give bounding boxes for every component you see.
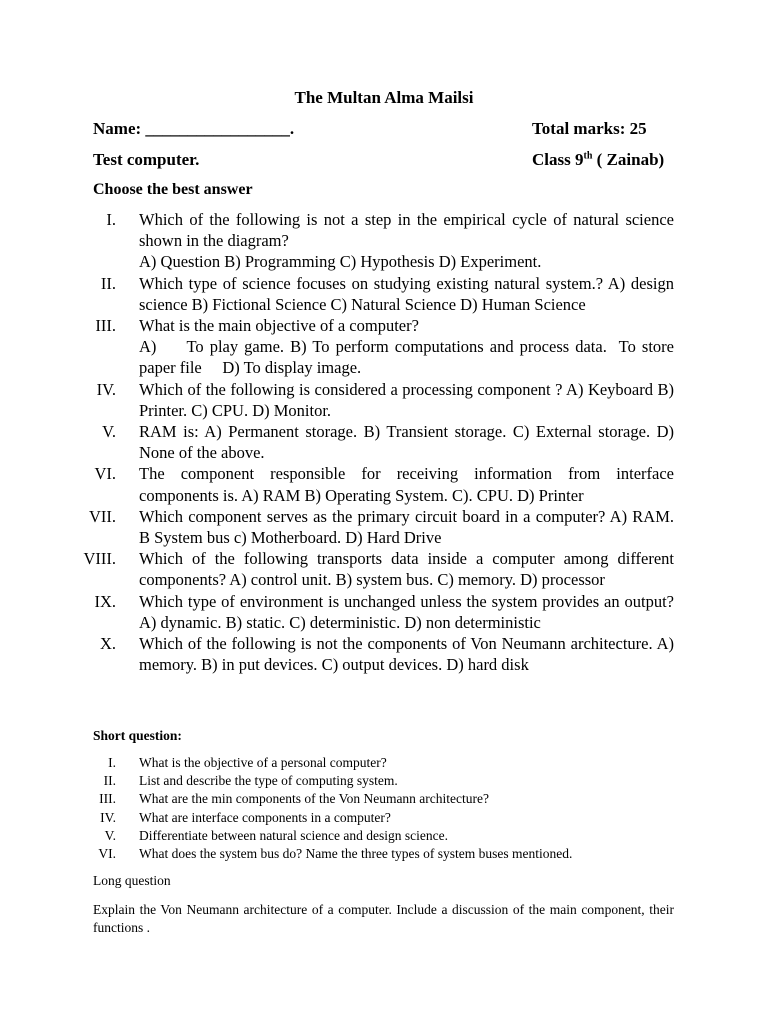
short-question-number: I.	[108, 755, 116, 770]
mcq-item	[70, 315, 679, 379]
short-question-text: What are interface components in a computer?	[139, 809, 391, 825]
short-question-number: VI.	[98, 846, 116, 862]
class-suffix: ( Zainab)	[592, 150, 665, 169]
short-question-number: II.	[103, 773, 116, 789]
test-label: Test computer.	[93, 150, 200, 169]
short-question-item	[70, 772, 674, 790]
mcq-list	[70, 209, 679, 675]
mcq-item	[70, 506, 674, 548]
mcq-number: VIII.	[83, 549, 116, 569]
mcq-question: Which of the following is not a step in the empirical cycle of natural science shown in the diagram?	[139, 210, 674, 251]
mcq-item	[70, 463, 674, 505]
class-sup: th	[583, 150, 593, 162]
short-question-text: List and describe the type of computing system.	[139, 773, 398, 789]
mcq-number: IV.	[96, 379, 116, 399]
short-question-heading: Short question:	[93, 728, 182, 743]
short-question-text: What does the system bus do? Name the three types of system buses mentioned.	[139, 846, 573, 862]
short-question-number: IV.	[100, 809, 116, 825]
short-question-text: What are the min components of the Von Neumann architecture?	[139, 791, 490, 807]
mcq-question: Which type of environment is unchanged unless the system provides an output? A) dynamic. B) static. C) deterministic. D) non deterministic	[139, 591, 674, 632]
class-label	[532, 150, 664, 170]
mcq-item	[70, 548, 674, 590]
short-question-number: V.	[104, 827, 116, 843]
page-title: The Multan Alma Mailsi	[294, 88, 474, 107]
mcq-item	[70, 421, 674, 463]
long-question-text: Explain the Von Neumann architecture of a computer. Include a discussion of the main component, their functions .	[93, 902, 674, 935]
mcq-question: Which of the following is considered a processing component ? A) Keyboard B) Printer. C) CPU. D) Monitor.	[139, 379, 674, 420]
mcq-item	[70, 379, 674, 421]
name-field-label: Name: _________________.	[93, 119, 295, 138]
short-question-item	[70, 809, 674, 827]
short-question-item	[70, 827, 674, 845]
mcq-question: The component responsible for receiving information from interface components is. A) RAM B) Operating System. C). CPU. D) Printer	[139, 464, 674, 505]
mcq-item	[70, 273, 674, 315]
mcq-item	[70, 591, 674, 633]
mcq-number: VI.	[94, 464, 116, 484]
short-question-item	[70, 790, 674, 808]
short-question-list	[70, 754, 674, 863]
mcq-number: VII.	[88, 506, 116, 526]
mcq-question: Which component serves as the primary circuit board in a computer? A) RAM. B System bus c) Motherboard. D) Hard Drive	[139, 506, 674, 548]
mcq-number: X.	[99, 634, 116, 654]
class-prefix: Class 9	[532, 150, 584, 169]
mcq-heading: Choose the best answer	[93, 181, 253, 198]
mcq-number: II.	[100, 273, 116, 293]
mcq-item	[70, 209, 674, 273]
mcq-number: I.	[106, 210, 116, 229]
short-question-text: Differentiate between natural science and design science.	[139, 827, 448, 843]
short-question-number: III.	[99, 791, 116, 807]
short-question-item	[70, 754, 674, 772]
long-question-heading: Long question	[93, 873, 171, 888]
mcq-question: RAM is: A) Permanent storage. B) Transient storage. C) External storage. D) None of the above.	[139, 422, 674, 463]
total-marks: Total marks: 25	[532, 119, 647, 138]
short-question-item	[70, 845, 674, 863]
mcq-options: A) Question B) Programming C) Hypothesis D) Experiment.	[139, 252, 542, 272]
short-question-text: What is the objective of a personal computer?	[139, 755, 387, 770]
mcq-number: III.	[95, 316, 116, 336]
mcq-options: A) To play game. B) To perform computations and process data. To store paper file D) To display image.	[139, 337, 679, 378]
mcq-question: Which of the following transports data inside a computer among different components? A) control unit. B) system bus. C) memory. D) processor	[139, 549, 674, 590]
mcq-item	[70, 633, 674, 675]
mcq-number: V.	[102, 422, 116, 442]
mcq-question: What is the main objective of a computer?	[139, 316, 419, 336]
mcq-question: Which of the following is not the components of Von Neumann architecture. A) memory. B) in put devices. C) output devices. D) hard disk	[139, 634, 674, 675]
mcq-number: IX.	[94, 591, 116, 611]
mcq-question: Which type of science focuses on studying existing natural system.? A) design science B) Fictional Science C) Natural Science D) Human Science	[139, 273, 674, 314]
